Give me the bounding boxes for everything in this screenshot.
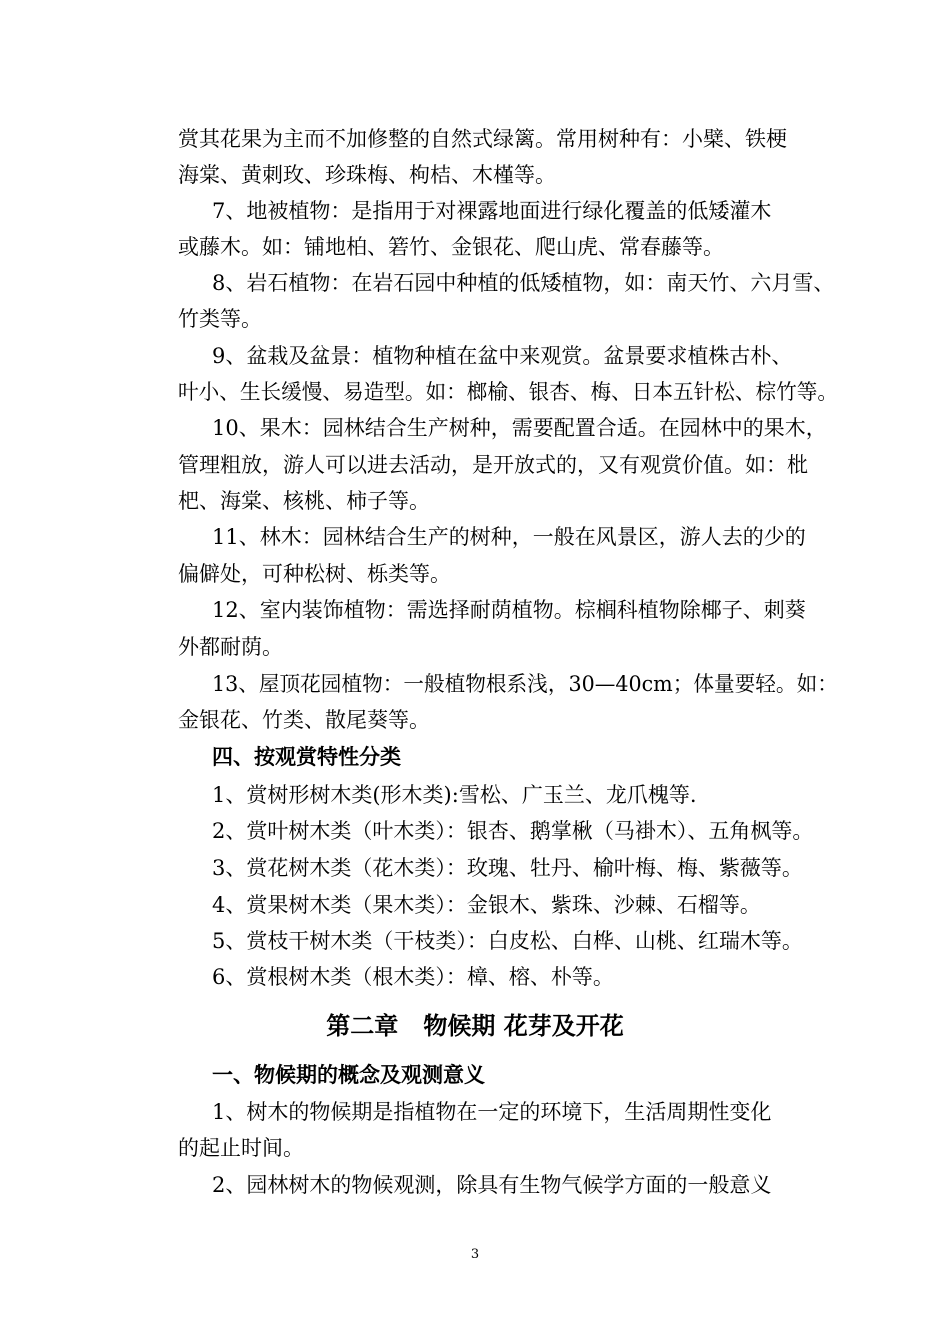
list-item: 6、赏根树木类（根木类）：樟、榕、朴等。 <box>212 965 614 989</box>
text-line: 2、园林树木的物候观测，除具有生物气候学方面的一般意义 <box>212 1173 772 1197</box>
text-line: 7、地被植物：是指用于对裸露地面进行绿化覆盖的低矮灌木 <box>212 199 772 223</box>
text-line: 或藤木。如：铺地柏、箬竹、金银花、爬山虎、常春藤等。 <box>178 235 724 259</box>
text-line: 叶小、生长缓慢、易造型。如：榔榆、银杏、梅、日本五针松、棕竹等。 <box>178 380 838 404</box>
section-heading: 四、按观赏特性分类 <box>212 744 401 769</box>
text-line: 赏其花果为主而不加修整的自然式绿篱。常用树种有：小檗、铁梗 <box>178 127 787 151</box>
list-item: 5、赏枝干树木类（干枝类）：白皮松、白桦、山桃、红瑞木等。 <box>212 929 803 953</box>
text-line: 偏僻处，可种松树、栎类等。 <box>178 562 451 586</box>
text-line: 8、岩石植物：在岩石园中种植的低矮植物，如：南天竹、六月雪、 <box>212 271 835 295</box>
text-line: 金银花、竹类、散尾葵等。 <box>178 708 430 732</box>
section-heading: 一、物候期的概念及观测意义 <box>212 1062 485 1087</box>
text-line: 11、林木：园林结合生产的树种，一般在风景区，游人去的少的 <box>212 525 806 549</box>
text-line: 1、树木的物候期是指植物在一定的环境下，生活周期性变化 <box>212 1100 772 1124</box>
text-line: 外都耐荫。 <box>178 635 283 659</box>
text-line: 的起止时间。 <box>178 1136 304 1160</box>
text-line: 竹类等。 <box>178 307 262 331</box>
list-item: 3、赏花树木类（花木类）：玫瑰、牡丹、榆叶梅、梅、紫薇等。 <box>212 856 803 880</box>
text-line: 12、室内装饰植物：需选择耐荫植物。棕榈科植物除椰子、刺葵 <box>212 598 806 622</box>
list-item: 2、赏叶树木类（叶木类）：银杏、鹅掌楸（马褂木）、五角枫等。 <box>212 819 814 843</box>
list-item: 4、赏果树木类（果木类）：金银木、紫珠、沙棘、石榴等。 <box>212 893 761 917</box>
text-line: 13、屋顶花园植物：一般植物根系浅，30—40cm；体量要轻。如： <box>212 672 838 696</box>
list-item: 1、赏树形树木类(形木类):雪松、广玉兰、龙爪槐等. <box>212 783 697 807</box>
text-line: 海棠、黄刺玫、珍珠梅、枸桔、木槿等。 <box>178 163 556 187</box>
page-number: 3 <box>470 1247 480 1262</box>
chapter-title: 第二章 物候期 花芽及开花 <box>326 1011 624 1040</box>
text-line: 杷、海棠、核桃、柿子等。 <box>178 489 430 513</box>
text-line: 9、盆栽及盆景：植物种植在盆中来观赏。盆景要求植株古朴、 <box>212 344 793 368</box>
text-line: 管理粗放，游人可以进去活动，是开放式的，又有观赏价值。如：枇 <box>178 453 808 477</box>
text-line: 10、果木：园林结合生产树种，需要配置合适。在园林中的果木， <box>212 416 827 440</box>
